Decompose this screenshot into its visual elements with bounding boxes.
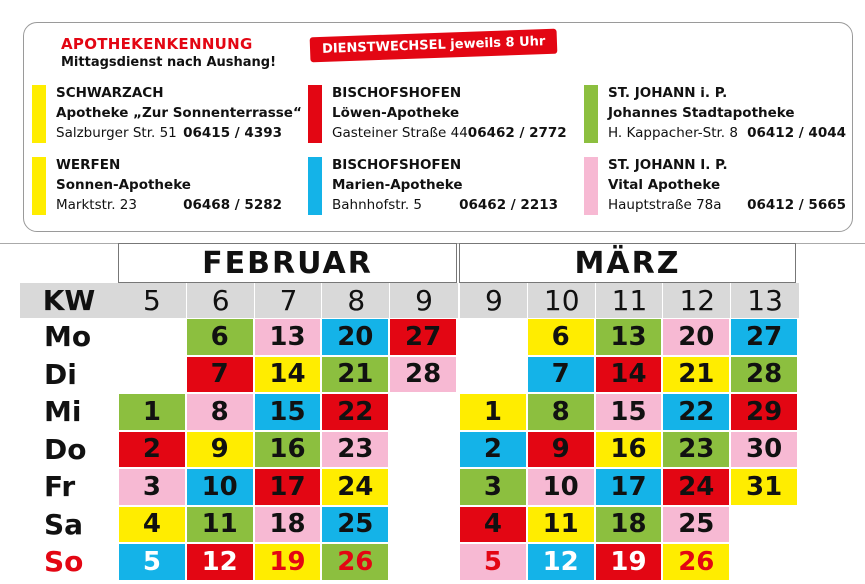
- date-cell: 15: [595, 393, 663, 431]
- date-cell: 22: [321, 393, 389, 431]
- entry-street: Gasteiner Straße 44: [332, 125, 468, 141]
- date-cell: 4: [459, 506, 527, 544]
- entry-town: ST. JOHANN I. P.: [608, 157, 728, 173]
- date-cell: 3: [459, 468, 527, 506]
- entry-street: Bahnhofstr. 5: [332, 197, 423, 213]
- weekday-label: Do: [44, 432, 87, 466]
- date-cell: 5: [459, 543, 527, 581]
- date-cell: 7: [186, 356, 254, 394]
- weekday-label: Di: [44, 357, 77, 391]
- legend-entry: [32, 83, 302, 143]
- weekday-label: So: [44, 545, 84, 579]
- date-cell: 2: [459, 431, 527, 469]
- entry-name: Johannes Stadtapotheke: [608, 105, 795, 121]
- date-cell: 29: [730, 393, 798, 431]
- date-cell: 1: [118, 393, 186, 431]
- date-cell: 30: [730, 431, 798, 469]
- entry-name: Marien-Apotheke: [332, 177, 463, 193]
- color-key: [32, 85, 46, 143]
- date-cell: 6: [527, 318, 595, 356]
- legend-title: APOTHEKENKENNUNG: [61, 35, 253, 53]
- date-cell: 20: [662, 318, 730, 356]
- legend-entry: [584, 83, 846, 143]
- entry-name: Apotheke „Zur Sonnenterrasse“: [56, 105, 302, 121]
- entry-phone: 06415 / 4393: [183, 125, 282, 141]
- entry-street: Hauptstraße 78a: [608, 197, 722, 213]
- week-number: 6: [186, 283, 255, 318]
- week-number: 9: [389, 283, 458, 318]
- date-cell: 21: [662, 356, 730, 394]
- date-cell: 22: [662, 393, 730, 431]
- date-cell: 8: [527, 393, 595, 431]
- entry-name: Löwen-Apotheke: [332, 105, 460, 121]
- date-cell: 11: [527, 506, 595, 544]
- legend-entry: [32, 155, 282, 215]
- legend-entry: [584, 155, 846, 215]
- date-cell: 31: [730, 468, 798, 506]
- entry-street: Marktstr. 23: [56, 197, 137, 213]
- date-cell: 18: [254, 506, 322, 544]
- entry-name: Sonnen-Apotheke: [56, 177, 191, 193]
- month-header: MÄRZ: [459, 243, 796, 283]
- date-cell: 10: [527, 468, 595, 506]
- date-cell: 13: [254, 318, 322, 356]
- date-cell: 7: [527, 356, 595, 394]
- week-number: 8: [321, 283, 390, 318]
- date-cell: 5: [118, 543, 186, 581]
- date-cell: 21: [321, 356, 389, 394]
- week-number: 7: [254, 283, 323, 318]
- date-cell: 19: [595, 543, 663, 581]
- legend-entry: [308, 155, 558, 215]
- color-key: [32, 157, 46, 215]
- date-cell: 6: [186, 318, 254, 356]
- date-cell: 23: [321, 431, 389, 469]
- date-cell: 26: [662, 543, 730, 581]
- entry-street: H. Kappacher-Str. 8: [608, 125, 738, 141]
- date-cell: 9: [186, 431, 254, 469]
- date-cell: 1: [459, 393, 527, 431]
- week-number: 12: [662, 283, 731, 318]
- date-cell: 17: [254, 468, 322, 506]
- date-cell: 25: [321, 506, 389, 544]
- entry-phone: 06462 / 2772: [467, 125, 567, 141]
- pharmacy-legend: [23, 22, 853, 232]
- date-cell: 16: [254, 431, 322, 469]
- date-cell: 23: [662, 431, 730, 469]
- week-number: 5: [118, 283, 186, 318]
- weekday-label: Mo: [44, 320, 92, 354]
- color-key: [584, 85, 598, 143]
- shift-change-badge: DIENSTWECHSEL jeweils 8 Uhr: [310, 29, 558, 63]
- date-cell: 8: [186, 393, 254, 431]
- entry-phone: 06412 / 4044: [747, 125, 846, 141]
- date-cell: 10: [186, 468, 254, 506]
- entry-town: ST. JOHANN i. P.: [608, 85, 728, 101]
- date-cell: 9: [527, 431, 595, 469]
- week-number: 10: [527, 283, 596, 318]
- entry-town: BISCHOFSHOFEN: [332, 157, 462, 173]
- week-number: 11: [595, 283, 664, 318]
- month-header: FEBRUAR: [118, 243, 457, 283]
- legend-entry: [308, 83, 567, 143]
- entry-town: SCHWARZACH: [56, 85, 164, 101]
- entry-name: Vital Apotheke: [608, 177, 721, 193]
- color-key: [584, 157, 598, 215]
- date-cell: 24: [662, 468, 730, 506]
- entry-street: Salzburger Str. 51: [56, 125, 177, 141]
- weekday-label: Mi: [44, 395, 82, 429]
- week-number: 13: [730, 283, 799, 318]
- weekday-label: Sa: [44, 507, 84, 541]
- date-cell: 26: [321, 543, 389, 581]
- entry-phone: 06412 / 5665: [747, 197, 846, 213]
- date-cell: 18: [595, 506, 663, 544]
- date-cell: 14: [254, 356, 322, 394]
- legend-subtitle: Mittagsdienst nach Aushang!: [61, 55, 277, 70]
- date-cell: 15: [254, 393, 322, 431]
- date-cell: 14: [595, 356, 663, 394]
- date-cell: 3: [118, 468, 186, 506]
- date-cell: 27: [389, 318, 457, 356]
- date-cell: 17: [595, 468, 663, 506]
- color-key: [308, 85, 322, 143]
- date-cell: 19: [254, 543, 322, 581]
- kw-label: KW: [20, 283, 118, 318]
- weekday-label: Fr: [44, 470, 76, 504]
- entry-town: BISCHOFSHOFEN: [332, 85, 462, 101]
- date-cell: 16: [595, 431, 663, 469]
- date-cell: 13: [595, 318, 663, 356]
- date-cell: 2: [118, 431, 186, 469]
- date-cell: 27: [730, 318, 798, 356]
- date-cell: 24: [321, 468, 389, 506]
- color-key: [308, 157, 322, 215]
- entry-town: WERFEN: [56, 157, 121, 173]
- date-cell: 28: [389, 356, 457, 394]
- entry-phone: 06462 / 2213: [459, 197, 558, 213]
- date-cell: 4: [118, 506, 186, 544]
- date-cell: 28: [730, 356, 798, 394]
- date-cell: 20: [321, 318, 389, 356]
- date-cell: 12: [186, 543, 254, 581]
- date-cell: 12: [527, 543, 595, 581]
- date-cell: 11: [186, 506, 254, 544]
- week-number: 9: [459, 283, 528, 318]
- date-cell: 25: [662, 506, 730, 544]
- entry-phone: 06468 / 5282: [183, 197, 282, 213]
